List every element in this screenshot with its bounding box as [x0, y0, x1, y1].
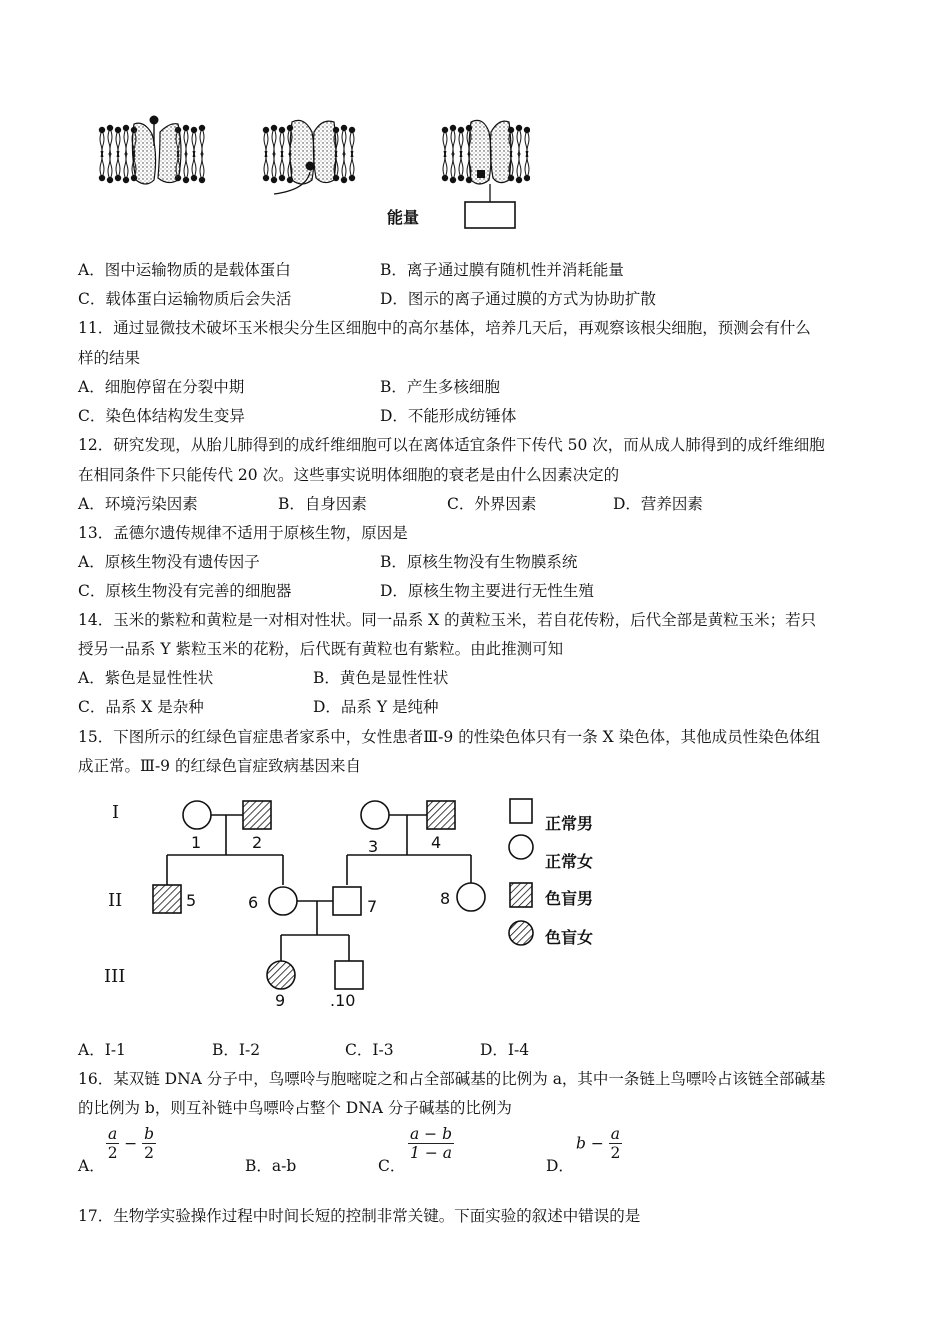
- member-6-normal-female: [269, 887, 297, 915]
- q11-stem-line1: 11．通过显微技术破坏玉米根尖分生区细胞中的高尔基体，培养几天后，再观察该根尖细胞，预测会有什么: [78, 319, 811, 337]
- legend-colorblind-female-symbol: [509, 921, 533, 945]
- q16-d-lead: b −: [576, 1134, 604, 1153]
- q16-a-den2: 2: [144, 1144, 155, 1162]
- member-8-normal-female: [457, 883, 485, 911]
- legend-colorblind-male-symbol: [510, 883, 532, 907]
- q12-option-a[interactable]: A．环境污染因素: [78, 495, 198, 513]
- q15-option-d[interactable]: D．Ⅰ-4: [480, 1041, 530, 1059]
- legend-colorblind-male: 色盲男: [545, 889, 594, 908]
- q16-a-den1: 2: [107, 1144, 118, 1162]
- member-7-normal-male: [333, 887, 361, 915]
- q16-option-c-formula[interactable]: [408, 1125, 454, 1162]
- q11-option-a[interactable]: A．细胞停留在分裂中期: [78, 378, 245, 396]
- q14-option-b[interactable]: B．黄色是显性性状: [313, 669, 449, 687]
- q12-option-b[interactable]: B．自身因素: [278, 495, 367, 513]
- legend-normal-male-symbol: [510, 799, 532, 823]
- generation-label-1: I: [112, 802, 120, 823]
- member-label-5: 5: [186, 891, 197, 910]
- member-3-normal-female: [361, 801, 389, 829]
- q14-stem-line1: 14．玉米的紫粒和黄粒是一对相对性状。同一品系 X 的黄粒玉米，若自花传粉，后代全部是黄粒玉米；若只: [78, 611, 817, 629]
- q15-option-c[interactable]: C．I-3: [345, 1041, 394, 1059]
- member-label-1: 1: [191, 833, 202, 852]
- q12-option-d[interactable]: D．营养因素: [613, 495, 703, 513]
- q13-option-b[interactable]: B．原核生物没有生物膜系统: [380, 553, 578, 571]
- legend-normal-male: 正常男: [545, 814, 594, 833]
- member-2-colorblind-male: [243, 801, 271, 829]
- membrane-panel-1: [99, 116, 205, 185]
- q15-stem-line2: 成正常。Ⅲ-9 的红绿色盲症致病基因来自: [78, 757, 361, 775]
- q14-option-d[interactable]: D．品系 Y 是纯种: [313, 698, 439, 716]
- q11-option-d[interactable]: D．不能形成纺锤体: [380, 407, 517, 425]
- member-label-10: .10: [330, 991, 356, 1010]
- member-1-normal-female: [183, 801, 211, 829]
- q12-stem-line1: 12．研究发现，从胎儿肺得到的成纤维细胞可以在离体适宜条件下传代 50 次，而从成人肺得到的成纤维细胞: [78, 436, 825, 454]
- member-label-8: 8: [440, 889, 451, 908]
- q13-option-d[interactable]: D．原核生物主要进行无性生殖: [380, 582, 594, 600]
- member-label-6: 6: [248, 893, 259, 912]
- q16-d-den: 2: [610, 1144, 621, 1162]
- energy-label: 能量: [386, 208, 419, 227]
- q16-stem-line2: 的比例为 b，则互补链中鸟嘌呤占整个 DNA 分子碱基的比例为: [78, 1099, 512, 1117]
- q15-option-b[interactable]: B．Ⅰ-2: [212, 1041, 261, 1059]
- q14-option-a[interactable]: A．紫色是显性性状: [78, 669, 214, 687]
- q15-stem-line1: 15．下图所示的红绿色盲症患者家系中，女性患者Ⅲ-9 的性染色体只有一条 X 染色体，其他成员性染色体组: [78, 728, 821, 746]
- q16-c-den: 1 − a: [410, 1144, 452, 1162]
- membrane-panel-2: [263, 120, 355, 194]
- membrane-panel-3: [442, 120, 530, 228]
- q16-c-num: a − b: [410, 1125, 453, 1143]
- q16-option-d-label[interactable]: D．: [546, 1157, 574, 1175]
- q13-option-c[interactable]: C．原核生物没有完善的细胞器: [78, 582, 292, 600]
- member-label-7: 7: [367, 897, 378, 916]
- q10-option-d[interactable]: D．图示的离子通过膜的方式为协助扩散: [380, 290, 656, 308]
- generation-label-3: III: [104, 966, 126, 987]
- q13-stem: 13．孟德尔遗传规律不适用于原核生物，原因是: [78, 524, 408, 542]
- q17-stem: 17．生物学实验操作过程中时间长短的控制非常关键。下面实验的叙述中错误的是: [78, 1207, 641, 1225]
- member-5-colorblind-male: [153, 885, 181, 913]
- legend-colorblind-female: 色盲女: [545, 928, 594, 947]
- q12-option-c[interactable]: C．外界因素: [447, 495, 537, 513]
- member-10-normal-male: [335, 961, 363, 989]
- q10-option-a[interactable]: A．图中运输物质的是载体蛋白: [78, 261, 291, 279]
- q16-option-b[interactable]: B．a-b: [245, 1157, 297, 1175]
- member-label-9: 9: [275, 991, 286, 1010]
- member-label-3: 3: [368, 837, 379, 856]
- q16-a-minus: −: [124, 1134, 138, 1153]
- member-label-2: 2: [252, 833, 263, 852]
- q13-option-a[interactable]: A．原核生物没有遗传因子: [78, 553, 260, 571]
- q16-option-c-label[interactable]: C．: [378, 1157, 406, 1175]
- q16-option-d-formula[interactable]: [576, 1125, 622, 1162]
- q16-a-num1: a: [108, 1125, 118, 1143]
- q11-stem-line2: 样的结果: [78, 349, 141, 367]
- q14-option-c[interactable]: C．品系 X 是杂种: [78, 698, 204, 716]
- q16-option-a-formula[interactable]: [106, 1125, 156, 1162]
- legend-normal-female-symbol: [509, 835, 533, 859]
- q16-d-num: a: [610, 1125, 621, 1143]
- q15-option-a[interactable]: A．I-1: [78, 1041, 126, 1059]
- q16-stem-line1: 16．某双链 DNA 分子中，鸟嘌呤与胞嘧啶之和占全部碱基的比例为 a，其中一条链上鸟嘌呤占该链全部碱基: [78, 1070, 826, 1088]
- q16-a-num2: b: [144, 1125, 155, 1143]
- member-9-colorblind-female: [267, 961, 295, 989]
- member-label-4: 4: [431, 833, 442, 852]
- q12-stem-line2: 在相同条件下只能传代 20 次。这些事实说明体细胞的衰老是由什么因素决定的: [78, 466, 620, 484]
- legend-normal-female: 正常女: [545, 852, 594, 871]
- q11-option-b[interactable]: B．产生多核细胞: [380, 378, 500, 396]
- generation-label-2: II: [108, 890, 123, 911]
- q10-option-b[interactable]: B．离子通过膜有随机性并消耗能量: [380, 261, 624, 279]
- q10-option-c[interactable]: C．载体蛋白运输物质后会失活: [78, 290, 292, 308]
- q11-option-c[interactable]: C．染色体结构发生变异: [78, 407, 245, 425]
- membrane-transport-figure: [90, 110, 530, 245]
- q16-option-a-label[interactable]: A．: [78, 1157, 105, 1175]
- q14-stem-line2: 授另一品系 Y 紫粒玉米的花粉，后代既有黄粒也有紫粒。由此推测可知: [78, 640, 564, 658]
- member-4-colorblind-male: [427, 801, 455, 829]
